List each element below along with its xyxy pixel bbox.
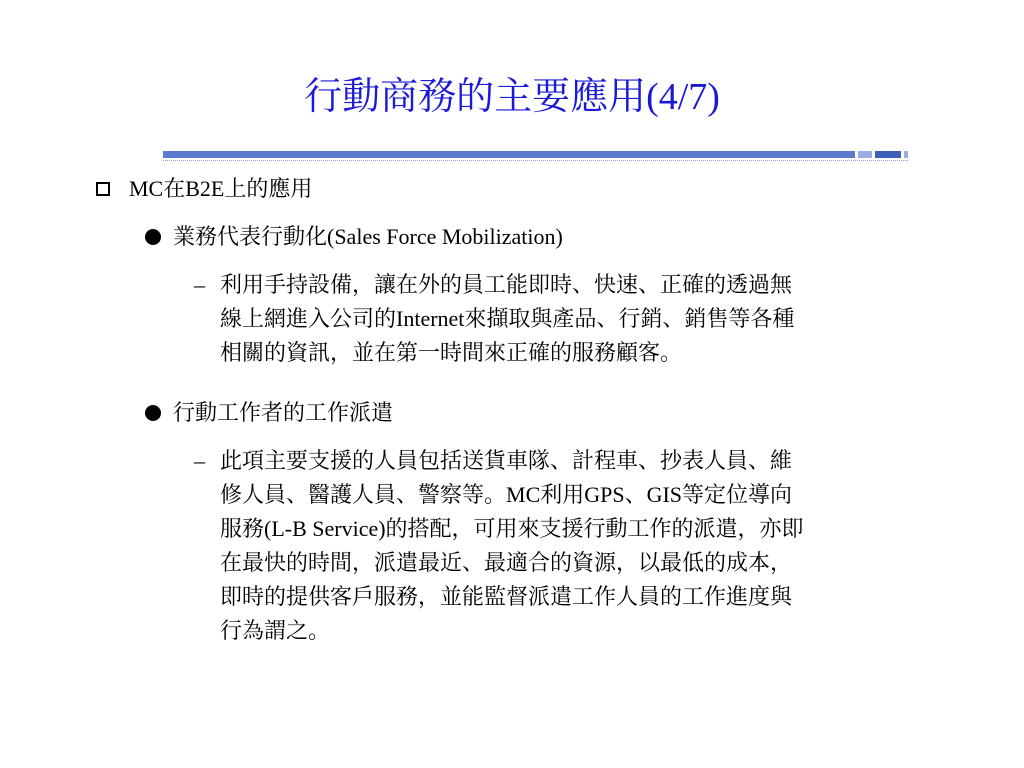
bullet-label: 業務代表行動化(Sales Force Mobilization) xyxy=(173,224,563,249)
divider-block-end xyxy=(904,151,908,158)
text-line: 此項主要支援的人員包括送貨車隊、計程車、抄表人員、維 xyxy=(220,448,793,473)
text-line: 即時的提供客戶服務，並能監督派遣工作人員的工作進度與 xyxy=(220,584,793,609)
text-line: 修人員、醫護人員、警察等。MC利用GPS、GIS等定位導向 xyxy=(220,482,793,507)
filled-circle-icon xyxy=(145,229,161,245)
filled-circle-icon xyxy=(145,405,161,421)
text-line: 利用手持設備，讓在外的員工能即時、快速、正確的透過無 xyxy=(220,272,793,297)
slide-title: 行動商務的主要應用(4/7) xyxy=(304,76,720,118)
dash-marker: – xyxy=(194,272,205,297)
level1-text: MC在B2E上的應用 xyxy=(129,176,313,201)
sub-item-text xyxy=(220,444,984,648)
text-line: 相關的資訊，並在第一時間來正確的服務顧客。 xyxy=(220,340,683,365)
divider-block-dark xyxy=(875,151,901,158)
divider-block-light xyxy=(858,151,872,158)
divider-dotted-line xyxy=(163,160,908,161)
text-line: 行為謂之。 xyxy=(220,618,331,643)
sub-item-text xyxy=(220,268,984,370)
divider-bar xyxy=(163,151,855,158)
text-line: 線上網進入公司的Internet來擷取與產品、行銷、銷售等各種 xyxy=(220,306,795,331)
hollow-square-icon xyxy=(96,182,110,196)
bullet-label: 行動工作者的工作派遣 xyxy=(173,400,394,425)
text-line: 在最快的時間，派遣最近、最適合的資源，以最低的成本， xyxy=(220,550,793,575)
title-divider xyxy=(163,150,908,166)
text-line: 服務(L-B Service)的搭配，可用來支援行動工作的派遣，亦即 xyxy=(220,516,804,541)
dash-marker: – xyxy=(194,448,205,473)
